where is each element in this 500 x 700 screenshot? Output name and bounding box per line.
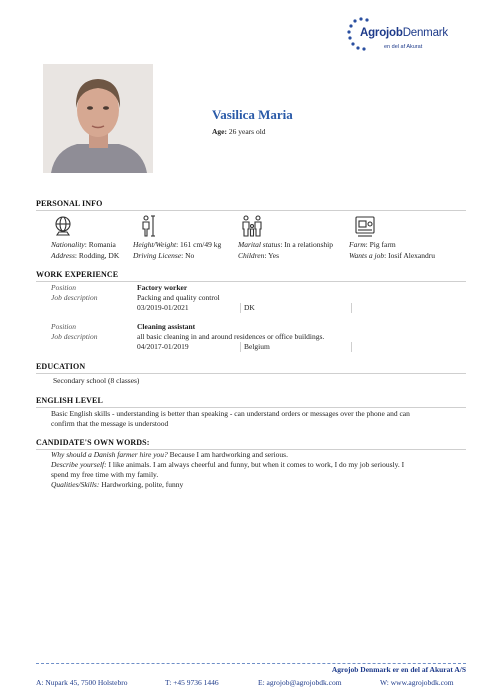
divider bbox=[36, 281, 466, 282]
education-title: EDUCATION bbox=[36, 362, 86, 371]
work-period: 04/2017-01/2019 bbox=[137, 342, 189, 351]
candidate-name: Vasilica Maria bbox=[212, 107, 293, 122]
farm: Farm: Pig farm bbox=[349, 240, 396, 249]
job-description-label: Job description bbox=[51, 293, 98, 302]
farm-icon bbox=[353, 214, 377, 238]
work-experience-title: WORK EXPERIENCE bbox=[36, 270, 119, 279]
person-height-icon bbox=[136, 214, 160, 238]
company-logo bbox=[346, 14, 466, 54]
qualities-skills: Qualities/Skills: Hardworking, polite, funny bbox=[51, 480, 184, 489]
nationality: Nationality: Romania bbox=[51, 240, 116, 249]
footer-company: Agrojob Denmark er en del af Akurat A/S bbox=[331, 665, 466, 674]
footer-website[interactable]: W: www.agrojobdk.com bbox=[380, 678, 454, 687]
divider bbox=[36, 373, 466, 374]
position-value: Cleaning assistant bbox=[137, 322, 196, 331]
describe-yourself-continued: spend my free time with my family. bbox=[51, 470, 159, 479]
cell-divider bbox=[351, 303, 352, 313]
footer-phone: T: +45 9736 1446 bbox=[165, 678, 219, 687]
english-level-line-2: confirm that the message is understood bbox=[51, 419, 169, 428]
why-hire-answer: Why should a Danish farmer hire you? Because I am hardworking and serious. bbox=[51, 450, 288, 459]
cell-divider bbox=[351, 342, 352, 352]
english-level-line-1: Basic English skills - understanding is better than speaking - can understand orders or messages over the phone and can bbox=[51, 409, 410, 418]
address: Address: Rodding, DK bbox=[51, 251, 120, 260]
logo-text: AgrojobDenmark bbox=[360, 27, 448, 39]
work-period: 03/2019-01/2021 bbox=[137, 303, 189, 312]
candidate-age: Age: 26 years old bbox=[212, 127, 266, 136]
footer-address: A: Nupark 45, 7500 Holstebro bbox=[36, 678, 128, 687]
position-value: Factory worker bbox=[137, 283, 188, 292]
divider bbox=[36, 210, 466, 211]
personal-info-title: PERSONAL INFO bbox=[36, 199, 103, 208]
driving-license: Driving License: No bbox=[133, 251, 195, 260]
wants-a-job: Wants a job: Iosif Alexandru bbox=[349, 251, 435, 260]
family-icon bbox=[240, 214, 264, 238]
job-description-value: all basic cleaning in and around residences or office buildings. bbox=[137, 332, 325, 341]
work-country: DK bbox=[244, 303, 255, 312]
height-weight: Height/Weight: 161 cm/49 kg bbox=[133, 240, 222, 249]
education-value: Secondary school (8 classes) bbox=[53, 376, 140, 385]
job-description-label: Job description bbox=[51, 332, 98, 341]
footer-divider bbox=[36, 663, 466, 664]
english-level-title: ENGLISH LEVEL bbox=[36, 396, 103, 405]
globe-icon bbox=[51, 214, 75, 238]
describe-yourself-answer: Describe yourself: I like animals. I am always cheerful and funny, but when it comes to work, I do my job seriously. I bbox=[51, 460, 405, 469]
children: Children: Yes bbox=[238, 251, 279, 260]
job-description-value: Packing and quality control bbox=[137, 293, 220, 302]
position-label: Position bbox=[51, 322, 77, 331]
own-words-title: CANDIDATE'S OWN WORDS: bbox=[36, 438, 150, 447]
marital-status: Marital status: In a relationship bbox=[238, 240, 334, 249]
cell-divider bbox=[240, 303, 241, 313]
cell-divider bbox=[240, 342, 241, 352]
footer-email[interactable]: E: agrojob@agrojobdk.com bbox=[258, 678, 342, 687]
candidate-photo bbox=[43, 64, 153, 173]
work-country: Belgium bbox=[244, 342, 270, 351]
position-label: Position bbox=[51, 283, 77, 292]
divider bbox=[36, 407, 466, 408]
logo-subtitle: en del af Akurat bbox=[384, 44, 423, 50]
